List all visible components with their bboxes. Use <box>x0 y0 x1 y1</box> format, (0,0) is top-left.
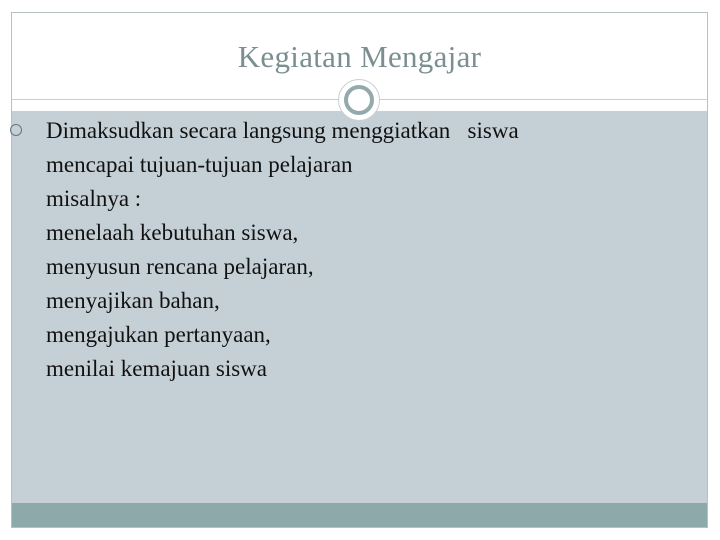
bullet-first-line: Dimaksudkan secara langsung menggiatkan siswa <box>46 118 519 143</box>
slide-title: Kegiatan Mengajar <box>237 39 482 74</box>
bullet-line-7: menilai kemajuan siswa <box>46 356 267 381</box>
bullet-line-4: menyusun rencana pelajaran, <box>46 254 314 279</box>
bullet-line-3: menelaah kebutuhan siswa, <box>46 220 299 245</box>
bullet-line-2: misalnya : <box>46 186 142 211</box>
bullet-line-6: mengajukan pertanyaan, <box>46 322 271 347</box>
bullet-line-1: mencapai tujuan-tujuan pelajaran <box>46 152 353 177</box>
footer-bar <box>12 503 707 527</box>
bullet-item <box>46 114 666 148</box>
slide-content <box>46 114 666 386</box>
bullet-line-5: menyajikan bahan, <box>46 288 220 313</box>
hollow-circle-bullet-icon <box>10 124 22 136</box>
